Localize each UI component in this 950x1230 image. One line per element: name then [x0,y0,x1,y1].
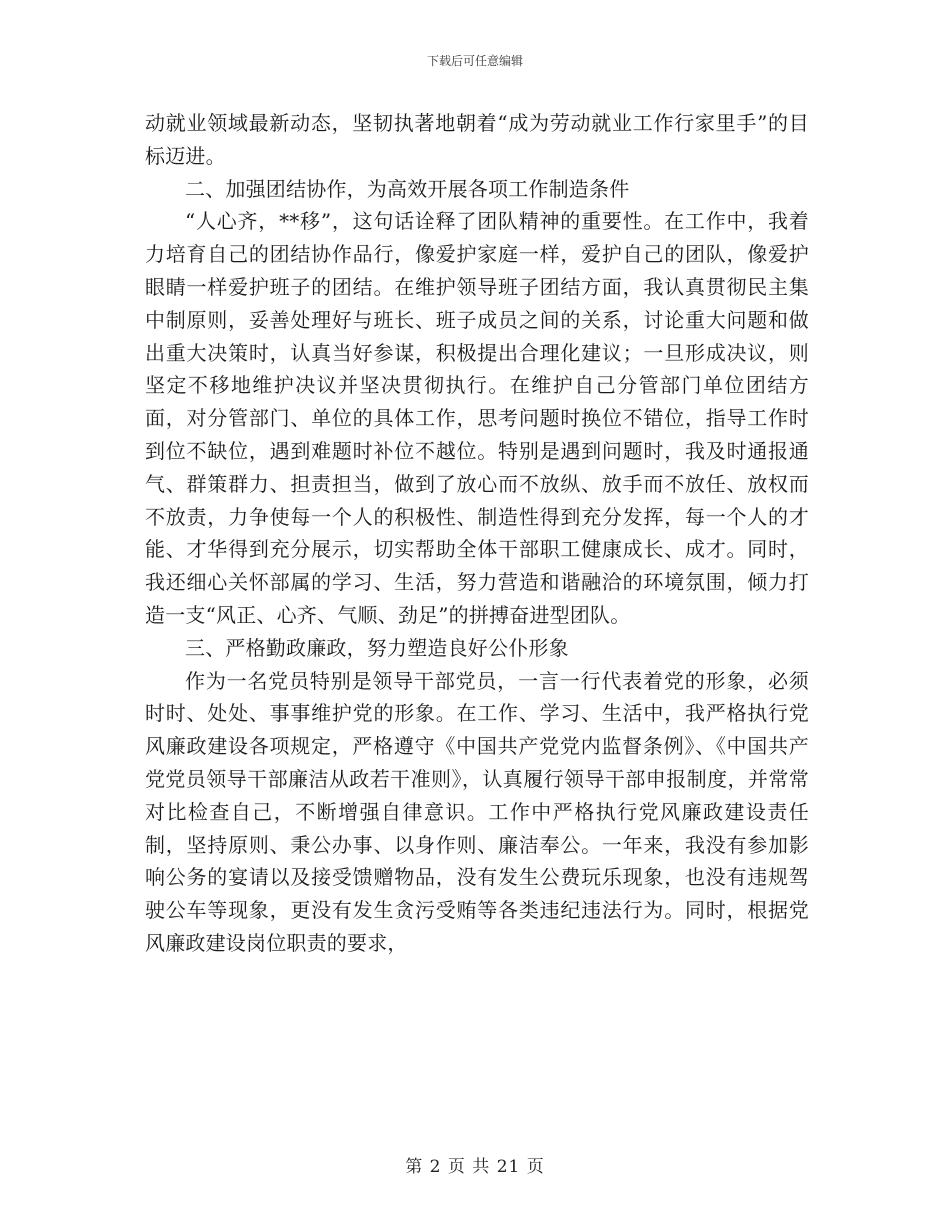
paragraph-1: 动就业领域最新动态，坚韧执著地朝着“成为劳动就业工作行家里手”的目标迈进。 [145,111,809,168]
section-heading-3: 三、严格勤政廉政，努力塑造良好公仆形象 [185,635,569,660]
paragraph-teamwork: “人心齐，**移”，这句话诠释了团队精神的重要性。在工作中，我着力培育自己的团结协作品行，像爱护家庭一样，爱护自己的团队，像爱护眼睛一样爱护班子的团结。在维护领导班子团结方面，我认真贯彻民主集中制原则，妥善处理好与班长、班子成员之间的关系，讨论重大问题和做出重大决策时，认真当好参谋，积极提出合理化建议；一旦形成决议，则坚定不移地维护决议并坚决贯彻执行。在维护自己分管部门单位团结方面，对分管部门、单位的具体工作，思考问题时换位不错位，指导工作时到位不缺位，遇到难题时补位不越位。特别是遇到问题时，我及时通报通气、群策群力、担责担当，做到了放心而不放纵、放手而不放任、放权而不放责，力争使每一个人的积极性、制造性得到充分发挥，每一个人的才能、才华得到充分展示，切实帮助全体干部职工健康成长、成才。同时，我还细心关怀部属的学习、生活，努力营造和谐融洽的环境氛围，倾力打造一支“风正、心齐、气顺、劲足”的拼搏奋进型团队。 [145,209,809,627]
page-number-footer: 第 2 页 共 21 页 [405,1157,545,1177]
page-header: 下载后可任意编辑 [426,54,523,68]
document-body [145,107,809,960]
paragraph-integrity: 作为一名党员特别是领导干部党员，一言一行代表着党的形象，必须时时、处处、事事维护党的形象。在工作、学习、生活中，我严格执行党风廉政建设各项规定，严格遵守《中国共产党党内监督条例》、《中国共产党党员领导干部廉洁从政若干准则》，认真履行领导干部申报制度，并常常对比检查自己，不断增强自律意识。工作中严格执行党风廉政建设责任制，坚持原则、秉公办事、以身作则、廉洁奉公。一年来，我没有参加影响公务的宴请以及接受馈赠物品，没有发生公费玩乐现象，也没有违规驾驶公车等现象，更没有发生贪污受贿等各类违纪违法行为。同时，根据党风廉政建设岗位职责的要求， [145,668,809,955]
section-heading-2: 二、加强团结协作，为高效开展各项工作制造条件 [185,176,630,201]
